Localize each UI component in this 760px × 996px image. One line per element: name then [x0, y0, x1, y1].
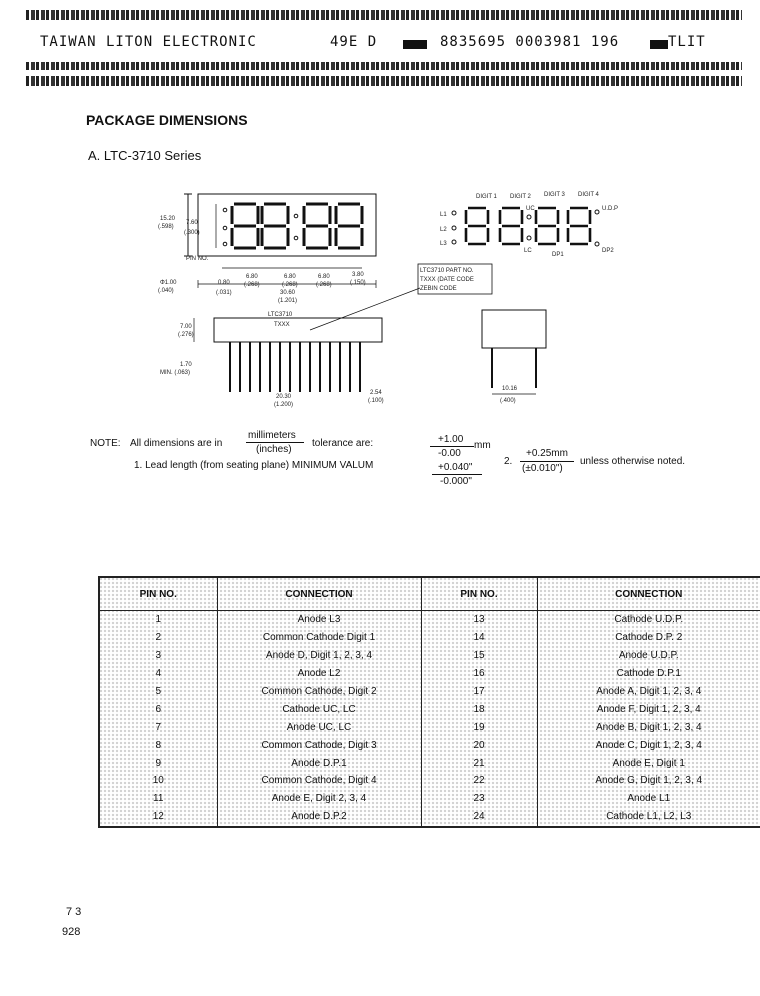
top-view [184, 194, 376, 288]
connection-cell: Anode F, Digit 1, 2, 3, 4 [537, 700, 760, 718]
header-stripe-middle [26, 62, 742, 70]
dim-pin-pitch-in: (.100) [368, 398, 384, 404]
series-title: A. LTC-3710 Series [88, 148, 202, 163]
dim-colon-mm: 3.80 [352, 272, 364, 278]
schematic-l3-label: L3 [440, 241, 447, 247]
l2-dot [223, 226, 227, 230]
header-pin-no-2: PIN NO. [421, 577, 537, 611]
note-tol-den: -0.00 [438, 448, 461, 459]
connection-cell: Anode E, Digit 1 [537, 754, 760, 772]
note-text-a: All dimensions are in [130, 438, 223, 449]
header-pin-no-1: PIN NO. [99, 577, 217, 611]
pin-cell: 1 [99, 611, 217, 629]
side-body-outline [482, 310, 546, 348]
schematic-udp-dot [595, 210, 599, 214]
colon-upper-dot [294, 214, 298, 218]
note-text-b: tolerance are: [312, 438, 374, 449]
digit-3 [304, 204, 330, 248]
schematic-digit4-label: DIGIT 4 [578, 192, 599, 198]
dim-body-mm: 7.00 [180, 324, 192, 330]
note-label: NOTE: [90, 438, 121, 449]
dim-pitch3-in: (.268) [316, 282, 332, 288]
pin-cell: 22 [421, 772, 537, 790]
schematic-uc-dot [527, 215, 531, 219]
note-tol-unit: mm [474, 440, 491, 451]
pin-connection-table [98, 576, 760, 828]
pin-cell: 11 [99, 790, 217, 808]
connection-cell: Anode L3 [217, 611, 421, 629]
connection-cell: Cathode UC, LC [217, 700, 421, 718]
table-row [99, 790, 760, 808]
connection-cell: Anode UC, LC [217, 718, 421, 736]
dim-span-in: (1.200) [274, 402, 294, 408]
connection-cell: Anode G, Digit 1, 2, 3, 4 [537, 772, 760, 790]
connection-cell: Anode B, Digit 1, 2, 3, 4 [537, 718, 760, 736]
package-drawing [150, 180, 630, 420]
header-line [40, 34, 740, 54]
table-row [99, 700, 760, 718]
connection-cell: Common Cathode, Digit 3 [217, 736, 421, 754]
pin-no-label: PIN NO. [186, 256, 209, 262]
table-row [99, 772, 760, 790]
pin-cell: 21 [421, 754, 537, 772]
page-number: 7 3 [66, 906, 82, 918]
schematic-lc-dot [527, 236, 531, 240]
pin-cell: 14 [421, 629, 537, 647]
table-row [99, 647, 760, 665]
schematic-digit3-label: DIGIT 3 [544, 192, 565, 198]
connection-cell: Common Cathode Digit 1 [217, 629, 421, 647]
schematic-udp-label: U.D.P [602, 206, 619, 212]
note-units-fraction-line [246, 442, 304, 443]
connection-cell: Anode A, Digit 1, 2, 3, 4 [537, 683, 760, 701]
note-tol3-den: (±0.010") [522, 463, 563, 474]
callout-line-2: TXXX (DATE CODE [420, 277, 474, 283]
pin-cell: 9 [99, 754, 217, 772]
connection-cell: Anode D.P.1 [217, 754, 421, 772]
schematic-digit2-label: DIGIT 2 [510, 194, 531, 200]
connection-cell: Common Cathode, Digit 2 [217, 683, 421, 701]
pin-cell: 12 [99, 808, 217, 827]
note-item-1: 1. Lead length (from seating plane) MINIMUM VALUM [134, 460, 374, 471]
dim-pitch2-mm: 6.80 [284, 274, 296, 280]
dim-lead-mm: 1.70 [180, 362, 192, 368]
front-view [194, 288, 420, 392]
header-stripe-top [26, 10, 742, 20]
schematic-l2-label: L2 [440, 227, 447, 233]
note-tol2-num: +0.040" [438, 462, 473, 473]
table-row [99, 736, 760, 754]
header-stripe-bottom [26, 76, 742, 86]
connection-cell: Anode D, Digit 1, 2, 3, 4 [217, 647, 421, 665]
note-item-2-text: unless otherwise noted. [580, 456, 686, 467]
dim-side-in: (.400) [500, 398, 516, 404]
dim-pitch3-mm: 6.80 [318, 274, 330, 280]
front-leads [230, 342, 360, 392]
table-row [99, 683, 760, 701]
schematic-digit-2 [500, 208, 522, 244]
header-serial: 8835695 0003981 196 [440, 34, 620, 50]
dim-width-mm: 30.60 [280, 290, 296, 296]
colon-lower-dot [294, 236, 298, 240]
header-code: 49E D [330, 34, 378, 50]
dim-dp-mm: 0.80 [218, 280, 230, 286]
header-connection-2: CONNECTION [537, 577, 760, 611]
schematic-digit-1 [466, 208, 488, 244]
document-number: 928 [62, 926, 81, 938]
dim-hole-in: (.040) [158, 288, 174, 294]
note-tol2-fraction-line [432, 474, 482, 475]
connection-cell: Cathode U.D.P. [537, 611, 760, 629]
front-date: TXXX [274, 322, 290, 328]
connection-cell: Anode C, Digit 1, 2, 3, 4 [537, 736, 760, 754]
company-name: TAIWAN LITON ELECTRONIC [40, 34, 257, 50]
pin-cell: 18 [421, 700, 537, 718]
connection-cell: Common Cathode, Digit 4 [217, 772, 421, 790]
dim-span-mm: 20.30 [276, 394, 292, 400]
connection-cell: Cathode D.P.1 [537, 665, 760, 683]
digit-4 [336, 204, 362, 248]
side-view [482, 310, 546, 394]
dim-side-mm: 10.16 [502, 386, 518, 392]
callout-line-3: ZEBIN CODE [420, 286, 457, 292]
schematic-dp1-label: DP1 [552, 252, 564, 258]
note-tol-num: +1.00 [438, 434, 464, 445]
note-tol3-num: +0.25mm [526, 448, 568, 459]
pin-cell: 24 [421, 808, 537, 827]
segment-schematic [466, 208, 590, 244]
table-row [99, 611, 760, 629]
section-title: PACKAGE DIMENSIONS [86, 112, 248, 128]
connection-cell: Anode L1 [537, 790, 760, 808]
note-units-num: millimeters [248, 430, 296, 441]
dim-pin-pitch-mm: 2.54 [370, 390, 382, 396]
schematic-lc-label: LC [524, 248, 532, 254]
header-suffix: TLIT [668, 34, 706, 50]
side-leads [492, 348, 536, 388]
dim-digit-mm: 7.60 [186, 220, 198, 226]
pin-cell: 13 [421, 611, 537, 629]
pin-cell: 7 [99, 718, 217, 736]
header-connection-1: CONNECTION [217, 577, 421, 611]
pin-cell: 10 [99, 772, 217, 790]
schematic-l1-dot [452, 211, 456, 215]
header-black-block-1 [403, 40, 427, 49]
front-part-no: LTC3710 [268, 312, 293, 318]
connection-cell: Anode E, Digit 2, 3, 4 [217, 790, 421, 808]
front-body-outline [214, 318, 382, 342]
pin-cell: 3 [99, 647, 217, 665]
pin-cell: 23 [421, 790, 537, 808]
connection-cell: Anode D.P.2 [217, 808, 421, 827]
pin-cell: 4 [99, 665, 217, 683]
notes-block [90, 430, 730, 500]
pin-cell: 8 [99, 736, 217, 754]
connection-cell: Anode L2 [217, 665, 421, 683]
dim-pitch1-in: (.268) [244, 282, 260, 288]
note-tol2-den: -0.000" [440, 476, 472, 487]
schematic-l1-label: L1 [440, 212, 447, 218]
pin-cell: 16 [421, 665, 537, 683]
l3-dot [223, 242, 227, 246]
header-black-block-2 [650, 40, 668, 49]
note-tol3-fraction-line [520, 461, 574, 462]
pin-cell: 5 [99, 683, 217, 701]
dim-pitch1-mm: 6.80 [246, 274, 258, 280]
dim-body-in: (.276) [178, 332, 194, 338]
pin-cell: 6 [99, 700, 217, 718]
digit-2 [262, 204, 288, 248]
callout-line-1: LTC3710 PART NO. [420, 268, 474, 274]
note-units-den: (inches) [256, 444, 292, 455]
pin-cell: 19 [421, 718, 537, 736]
schematic-l2-dot [452, 226, 456, 230]
dim-height-mm: 15.20 [160, 216, 176, 222]
connection-cell: Cathode D.P. 2 [537, 629, 760, 647]
dim-width-in: (1.201) [278, 298, 298, 304]
schematic-digit1-label: DIGIT 1 [476, 194, 497, 200]
dim-pitch2-in: (.268) [282, 282, 298, 288]
table-row [99, 629, 760, 647]
table-row [99, 754, 760, 772]
pin-cell: 2 [99, 629, 217, 647]
dim-height-in: (.598) [158, 224, 174, 230]
table-row [99, 718, 760, 736]
schematic-dp2-label: DP2 [602, 248, 614, 254]
pin-cell: 17 [421, 683, 537, 701]
dim-lead-in: MIN. (.063) [160, 370, 191, 376]
callout-leader [310, 288, 420, 330]
pin-cell: 15 [421, 647, 537, 665]
note-tol-fraction-line [430, 446, 474, 447]
note-item-2-label: 2. [504, 456, 513, 467]
schematic-digit-3 [536, 208, 558, 244]
table-row [99, 808, 760, 827]
schematic-dp2-dot [595, 242, 599, 246]
table-header-row [99, 577, 760, 611]
connection-cell: Cathode L1, L2, L3 [537, 808, 760, 827]
schematic-uc-label: UC [526, 206, 535, 212]
dim-hole-mm: Φ1.00 [160, 280, 177, 286]
pin-cell: 20 [421, 736, 537, 754]
dim-dp-in: (.031) [216, 290, 232, 296]
l1-dot [223, 208, 227, 212]
table-row [99, 665, 760, 683]
dim-digit-in: (.300) [184, 230, 200, 236]
schematic-digit-4 [568, 208, 590, 244]
connection-cell: Anode U.D.P. [537, 647, 760, 665]
digit-1 [232, 204, 258, 248]
schematic-l3-dot [452, 240, 456, 244]
dim-colon-in: (.150) [350, 280, 366, 286]
